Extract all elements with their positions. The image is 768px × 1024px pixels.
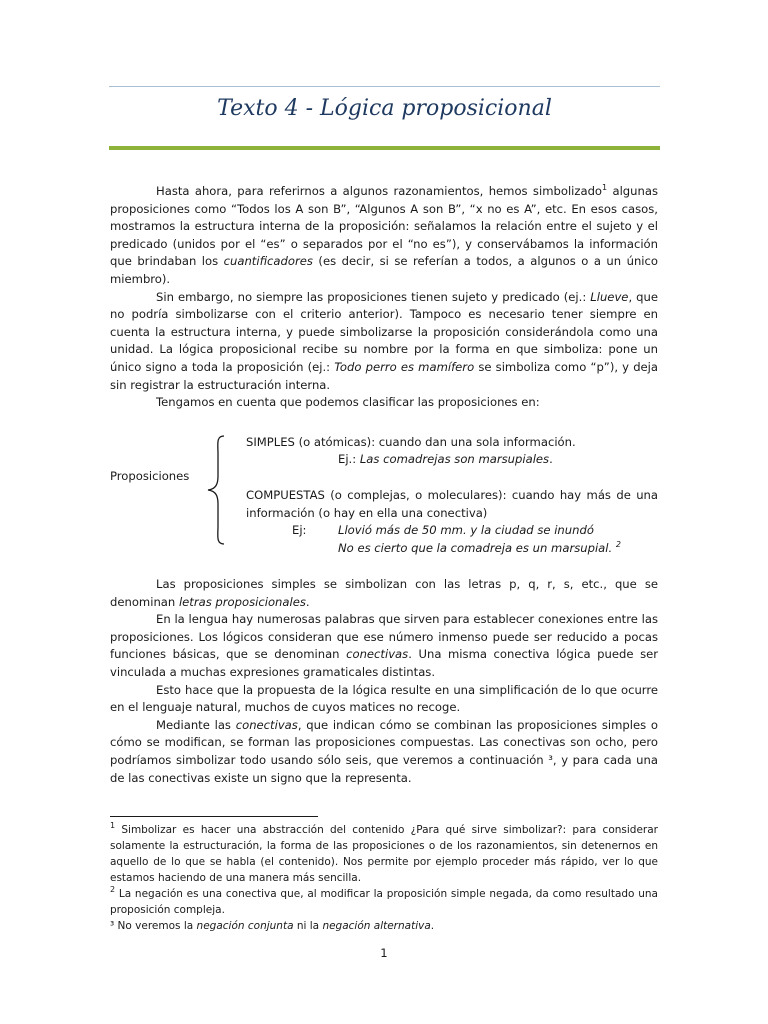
footnote-2: $^2$ La negación es una conectiva que, al modificar la proposición simple negada, da como resultado una proposición compleja. <box>110 885 658 916</box>
footnote-3: ³ No veremos la negación conjunta ni la negación alternativa. <box>110 920 435 932</box>
footnote-ref-2[interactable]: 2 <box>615 540 621 549</box>
body-section-2 <box>110 576 658 787</box>
compound-definition: COMPUESTAS (o complejas, o moleculares): cuando hay más de una información (o hay en ella una conectiva) <box>246 488 658 520</box>
footnote-ref-1[interactable]: 1 <box>602 183 608 192</box>
compound-example-label: Ej: <box>292 523 307 537</box>
paragraph-3: Tengamos en cuenta que podemos clasificar las proposiciones en: <box>156 395 540 410</box>
page-number: 1 <box>380 946 388 960</box>
paragraph-4: Las proposiciones simples se simbolizan con las letras p, q, r, s, etc., que se denominan letras proposicionales. <box>110 577 658 609</box>
paragraph-1: Hasta ahora, para referirnos a algunos razonamientos, hemos simbolizado$^1$ algunas proposiciones como “Todos los A son B”, “Algunos A son B”, “x no es A”, etc. En esos casos, mostramos la estructura interna de la proposición: señalamos la relación entre el sujeto y el predicado (unidos por el “es” o separados por el “no es”), y conservábamos la información que brindaban los cuantificadores (es decir, si se referían a todos, a algunos o a un único miembro). <box>110 183 658 286</box>
footnote-separator <box>110 816 318 817</box>
compound-example-1: Llovió más de 50 mm. y la ciudad se inundó <box>338 523 594 537</box>
footnote-ref-3[interactable]: ³ <box>548 752 553 767</box>
paragraph-2: Sin embargo, no siempre las proposiciones tienen sujeto y predicado (ej.: Llueve, que no podría simbolizarse con el criterio anterior). Tampoco es necesario tener siempre en cuenta la estructura interna, y puede simbolizarse la proposición considerándola como una unidad. La lógica proposicional recibe su nombre por la forma en que simboliza: pone un único signo a toda la proposición (ej.: Todo perro es mamífero se simboliza como “p”), y deja sin registrar la estructuración interna. <box>110 289 659 392</box>
title-underline-rule <box>109 146 660 150</box>
curly-brace-icon <box>204 434 228 546</box>
header-top-rule <box>109 86 660 87</box>
page-title: Texto 4 - Lógica proposicional <box>217 96 552 121</box>
paragraph-6: Esto hace que la propuesta de la lógica resulte en una simplificación de lo que ocurre en el lenguaje natural, muchos de cuyos matices no recoge. <box>110 682 658 715</box>
footnotes <box>110 822 658 934</box>
footnote-1: $^1$ Simbolizar es hacer una abstracción del contenido ¿Para qué sirve simbolizar?: para considerar solamente la estructuración, la forma de las proposiciones o de los razonamientos, sin detenernos en aquello de lo que se habla (el contenido). Nos permite por ejemplo proceder más rápido, ver lo que estamos haciendo de una manera más sencilla. <box>110 821 658 884</box>
body-section-1 <box>110 183 658 412</box>
compound-example-2: No es cierto que la comadreja es un marsupial. $^2$ <box>338 540 621 555</box>
classification-label: Proposiciones <box>110 469 190 483</box>
paragraph-7: Mediante las conectivas, que indican cómo se combinan las proposiciones simples o cómo se modifican, se forman las proposiciones compuestas. Las conectivas son ocho, pero podríamos simbolizar todo usando sólo seis, que veremos a continuación ³, y para cada una de las conectivas existe un signo que la representa. <box>110 717 658 785</box>
simple-definition: SIMPLES (o atómicas): cuando dan una sola información. <box>246 435 576 449</box>
paragraph-5: En la lengua hay numerosas palabras que sirven para establecer conexiones entre las proposiciones. Los lógicos consideran que ese número inmenso puede ser reducido a pocas funciones básicas, que se denominan conectivas. Una misma conectiva lógica puede ser vinculada a muchas expresiones gramaticales distintas. <box>110 612 659 679</box>
simple-example: Ej.: Las comadrejas son marsupiales. <box>338 452 553 466</box>
